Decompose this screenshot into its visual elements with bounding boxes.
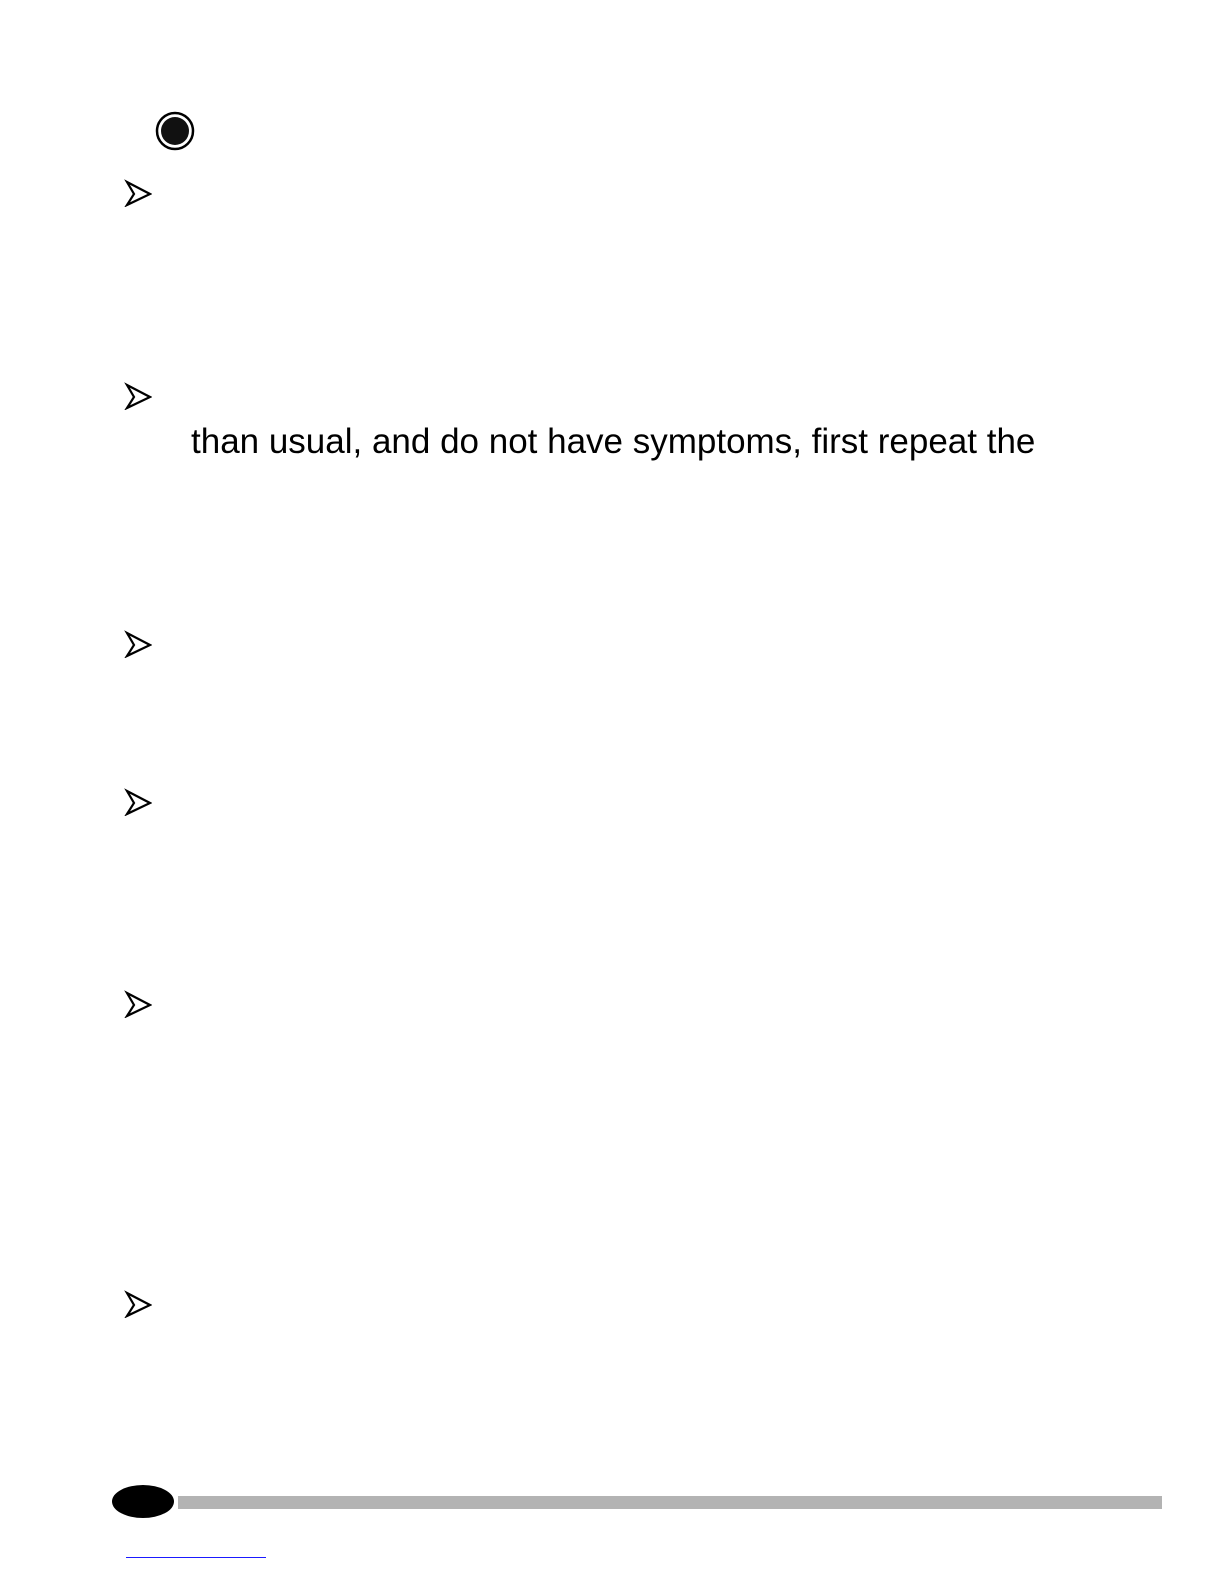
arrowhead-bullet-icon [124, 1290, 152, 1318]
filled-circle-icon [155, 111, 195, 151]
footer-rule [178, 1496, 1162, 1509]
arrowhead-bullet-icon [124, 179, 152, 207]
footer-link-underline [126, 1557, 266, 1558]
arrowhead-bullet-icon [124, 990, 152, 1018]
arrowhead-bullet-icon [124, 382, 152, 410]
arrowhead-bullet-icon [124, 788, 152, 816]
body-text-line: than usual, and do not have symptoms, first repeat the [191, 422, 1036, 461]
arrowhead-bullet-icon [124, 630, 152, 658]
footer-page-badge [112, 1485, 174, 1518]
